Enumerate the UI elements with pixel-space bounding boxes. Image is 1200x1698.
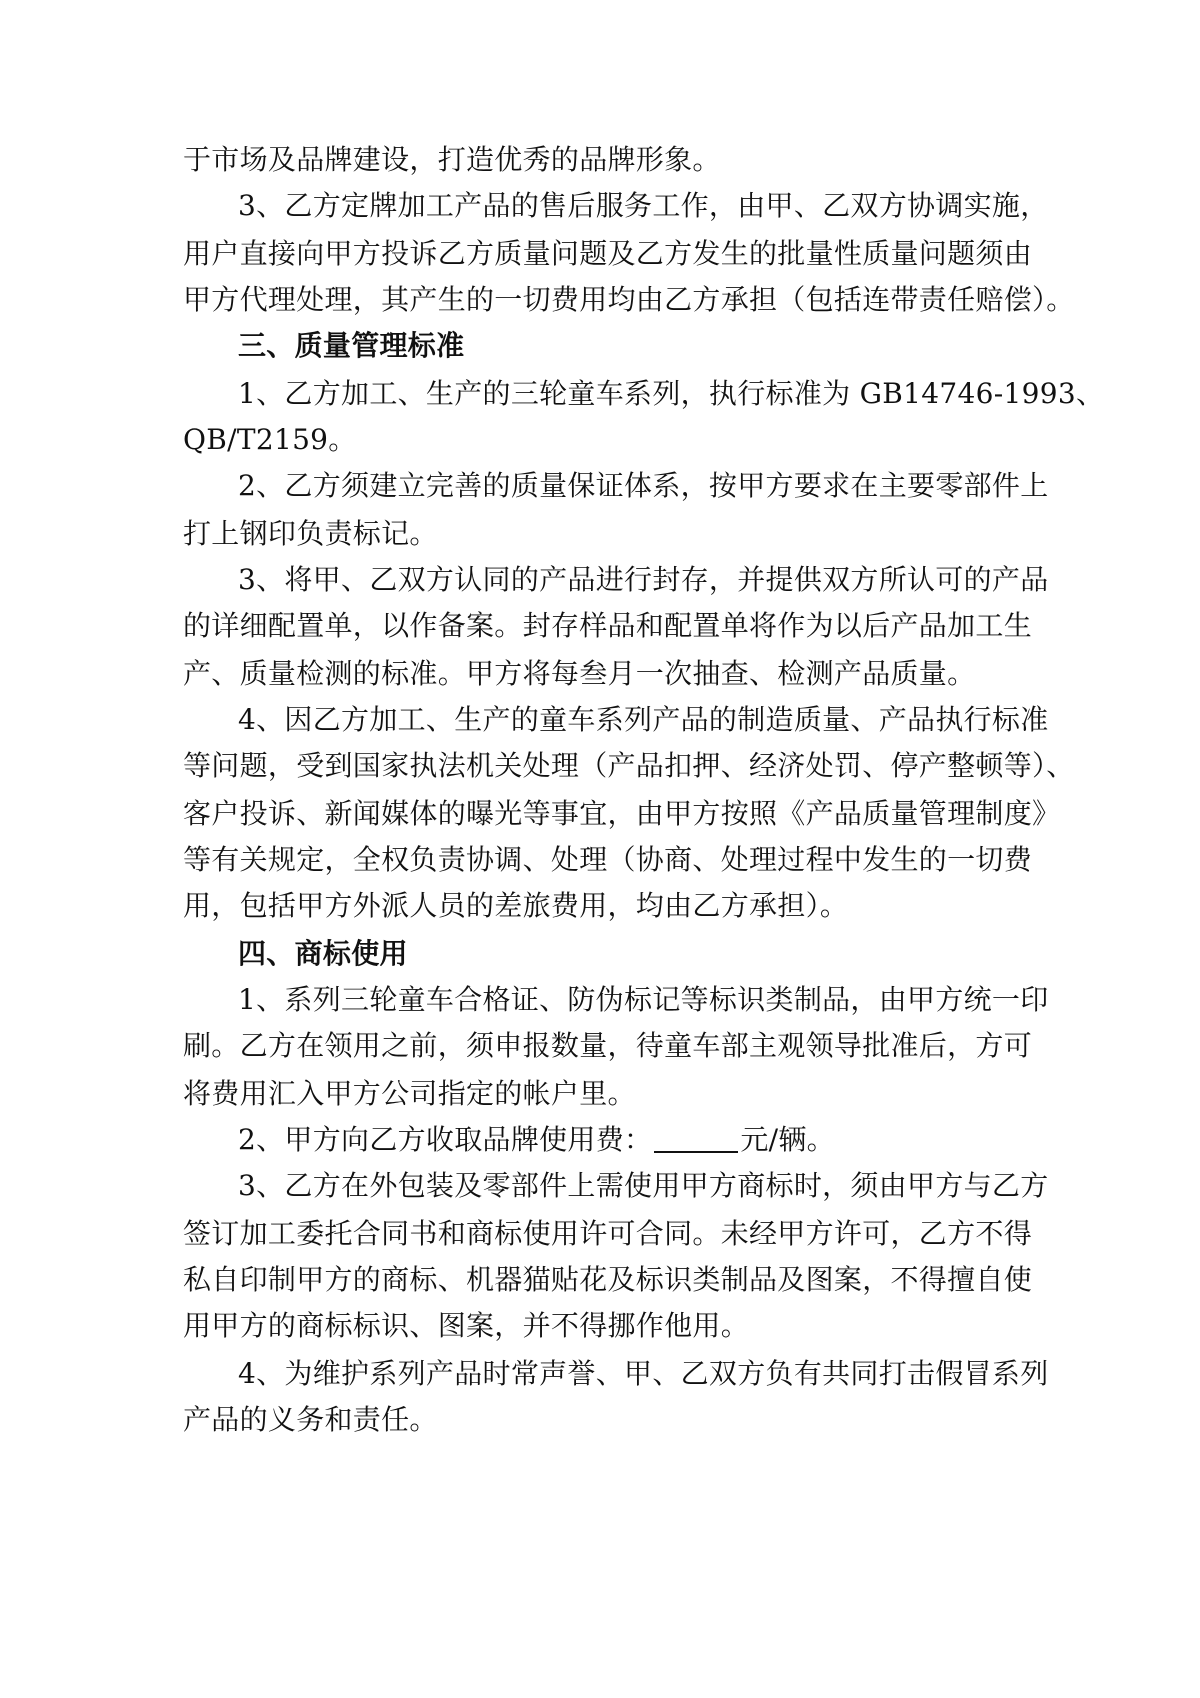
section-heading: 四、商标使用 bbox=[238, 937, 408, 970]
fee-blank-field[interactable] bbox=[654, 1121, 738, 1153]
paragraph-line: 用，包括甲方外派人员的差旅费用，均由乙方承担）。 bbox=[183, 889, 849, 922]
paragraph-line: 产品的义务和责任。 bbox=[183, 1403, 438, 1436]
paragraph-line: 的详细配置单，以作备案。封存样品和配置单将作为以后产品加工生 bbox=[183, 609, 1033, 642]
paragraph-line: 等有关规定，全权负责协调、处理（协商、处理过程中发生的一切费 bbox=[183, 843, 1033, 876]
paragraph-line: 1、系列三轮童车合格证、防伪标记等标识类制品，由甲方统一印 bbox=[238, 983, 1049, 1016]
paragraph-line: 于市场及品牌建设，打造优秀的品牌形象。 bbox=[183, 143, 721, 176]
paragraph-line: 用甲方的商标标识、图案，并不得挪作他用。 bbox=[183, 1309, 750, 1342]
fee-line bbox=[238, 1120, 1023, 1160]
paragraph-line: 打上钢印负责标记。 bbox=[183, 517, 438, 550]
paragraph-line: 1、乙方加工、生产的三轮童车系列，执行标准为 GB14746-1993、 bbox=[238, 377, 1105, 410]
paragraph-line: 私自印制甲方的商标、机器猫贴花及标识类制品及图案，不得擅自使 bbox=[183, 1263, 1033, 1296]
paragraph-line: 3、乙方在外包装及零部件上需使用甲方商标时，须由甲方与乙方 bbox=[238, 1169, 1049, 1202]
paragraph-line: 刷。乙方在领用之前，须申报数量，待童车部主观领导批准后，方可 bbox=[183, 1029, 1033, 1062]
paragraph-line: 3、将甲、乙双方认同的产品进行封存，并提供双方所认可的产品 bbox=[238, 563, 1049, 596]
fee-unit: 元/辆。 bbox=[740, 1123, 835, 1156]
fee-label: 2、甲方向乙方收取品牌使用费： bbox=[238, 1123, 653, 1156]
paragraph-line: 用户直接向甲方投诉乙方质量问题及乙方发生的批量性质量问题须由 bbox=[183, 237, 1033, 270]
paragraph-line: 客户投诉、新闻媒体的曝光等事宜，由甲方按照《产品质量管理制度》 bbox=[183, 797, 1061, 830]
paragraph-line: 产、质量检测的标准。甲方将每叁月一次抽查、检测产品质量。 bbox=[183, 657, 976, 690]
section-heading: 三、质量管理标准 bbox=[238, 329, 465, 362]
paragraph-line: QB/T2159。 bbox=[183, 423, 357, 456]
paragraph-line: 将费用汇入甲方公司指定的帐户里。 bbox=[183, 1077, 636, 1110]
paragraph-line: 签订加工委托合同书和商标使用许可合同。未经甲方许可，乙方不得 bbox=[183, 1217, 1033, 1250]
paragraph-line: 4、为维护系列产品时常声誉、甲、乙双方负有共同打击假冒系列 bbox=[238, 1357, 1049, 1390]
paragraph-line: 等问题，受到国家执法机关处理（产品扣押、经济处罚、停产整顿等）、 bbox=[183, 749, 1075, 782]
paragraph-line: 3、乙方定牌加工产品的售后服务工作，由甲、乙双方协调实施， bbox=[238, 189, 1049, 222]
paragraph-line: 甲方代理处理，其产生的一切费用均由乙方承担（包括连带责任赔偿）。 bbox=[183, 283, 1075, 316]
paragraph-line: 2、乙方须建立完善的质量保证体系，按甲方要求在主要零部件上 bbox=[238, 469, 1049, 502]
paragraph-line: 4、因乙方加工、生产的童车系列产品的制造质量、产品执行标准 bbox=[238, 703, 1049, 736]
